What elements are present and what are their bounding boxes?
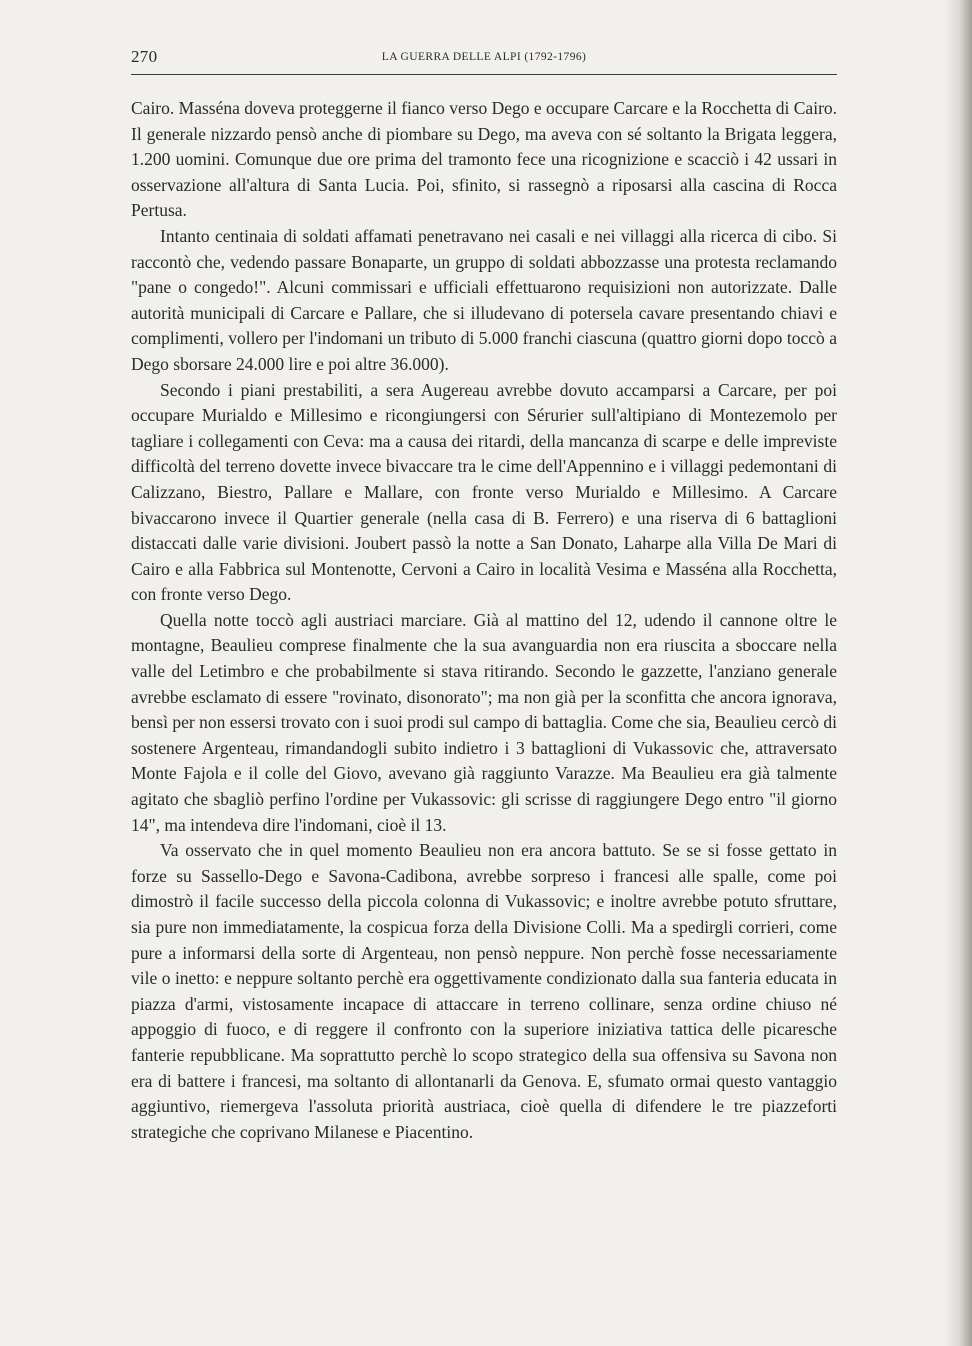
paragraph: Quella notte toccò agli austriaci marciare. Già al mattino del 12, udendo il cannone oltre le montagne, Beaulieu comprese finalmente che la sua avanguardia non era riuscita a sboccare nella valle del Letimbro e che probabilmente si stava ritirando. Secondo le gazzette, l'anziano generale avrebbe esclamato di essere "rovinato, disonorato"; ma non già per la sconfitta che ancora ignorava, bensì per non essersi trovato con i suoi prodi sul campo di battaglia. Come che sia, Beaulieu cercò di sostenere Argenteau, rimandandogli subito indietro i 3 battaglioni di Vukassovic che, attraversato Monte Fajola e il colle del Giovo, avevano già raggiunto Varazze. Ma Beaulieu era già talmente agitato che sbagliò perfino l'ordine per Vukassovic: gli scrisse di raggiungere Dego entro "il giorno 14", ma intendeva dire l'indomani, cioè il 13. bbox=[131, 609, 837, 835]
paragraph: Va osservato che in quel momento Beaulieu non era ancora battuto. Se se si fosse gettato in forze su Sassello-Dego e Savona-Cadibona, avrebbe sorpreso i francesi alle spalle, come poi dimostrò il facile successo della piccola colonna di Vukassovic; e inoltre avrebbe potuto sfruttare, sia pure non immediatamente, la cospicua forza della Divisione Colli. Ma a spedirgli corrieri, come pure a informarsi della sorte di Argenteau, non pensò neppure. Non perchè fosse necessariamente vile o inetto: e neppure soltanto perchè era oggettivamente condizionato dalla sua fanteria educata in piazza d'armi, vistosamente incapace di attaccare in terreno collinare, senza ordine chiuso né appoggio di fuoco, e di reggere il confronto con la superiore iniziativa tattica delle picaresche fanterie repubblicane. Ma soprattutto perchè lo scopo strategico della sua offensiva su Savona non era di battere i francesi, ma soltanto di allontanarli da Genova. E, sfumato ormai questo vantaggio aggiuntivo, riemergeva l'assoluta priorità austriaca, cioè quella di difendere le tre piazzeforti strategiche che coprivano Milanese e Piacentino. bbox=[131, 840, 837, 1142]
body-text bbox=[131, 96, 837, 1145]
header-rule bbox=[131, 74, 837, 75]
paragraph: Intanto centinaia di soldati affamati penetravano nei casali e nei villaggi alla ricerca di cibo. Si raccontò che, vedendo passare Bonaparte, un gruppo di soldati abbozzasse una protesta reclamando "pane o congedo!". Alcuni commissari e ufficiali effettuarono requisizioni non autorizzate. Dalle autorità municipali di Carcare e Pallare, che si illudevano di potersela cavare presentando chiavi e complimenti, vollero per l'indomani un tributo di 5.000 franchi ciascuna (quattro giorni dopo toccò a Dego sborsare 24.000 lire e poi altre 36.000). bbox=[131, 225, 837, 374]
paragraph: Cairo. Masséna doveva proteggerne il fianco verso Dego e occupare Carcare e la Rocchetta di Cairo. Il generale nizzardo pensò anche di piombare su Dego, ma aveva con sé soltanto la Brigata leggera, 1.200 uomini. Comunque due ore prima del tramonto fece una ricognizione e scacciò i 42 ussari in osservazione all'altura di Santa Lucia. Poi, sfinito, si rassegnò a riposarsi alla cascina di Rocca Pertusa. bbox=[131, 98, 838, 221]
page-header bbox=[131, 44, 837, 70]
running-title: LA GUERRA DELLE ALPI (1792-1796) bbox=[381, 51, 587, 63]
page-number: 270 bbox=[131, 47, 158, 66]
paragraph: Secondo i piani prestabiliti, a sera Augereau avrebbe dovuto accamparsi a Carcare, per poi occupare Murialdo e Millesimo e ricongiungersi con Sérurier sull'altipiano di Montezemolo per tagliare i collegamenti con Ceva: ma a causa dei ritardi, della mancanza di scarpe e delle impreviste difficoltà del terreno dovette invece bivaccare tra le cime dell'Appennino e i villaggi pedemontani di Calizzano, Biestro, Pallare e Mallare, con fronte verso Murialdo e Millesimo. A Carcare bivaccarono invece il Quartier generale (nella casa di B. Ferrero) e una riserva di 6 battaglioni distaccati dalle varie divisioni. Joubert passò la notte a San Donato, Laharpe alla Villa De Mari di Cairo e alla Fabbrica sul Montenotte, Cervoni a Cairo in località Vesima e Masséna alla Rocchetta, con fronte verso Dego. bbox=[131, 379, 837, 605]
binding-shadow bbox=[944, 0, 972, 1346]
